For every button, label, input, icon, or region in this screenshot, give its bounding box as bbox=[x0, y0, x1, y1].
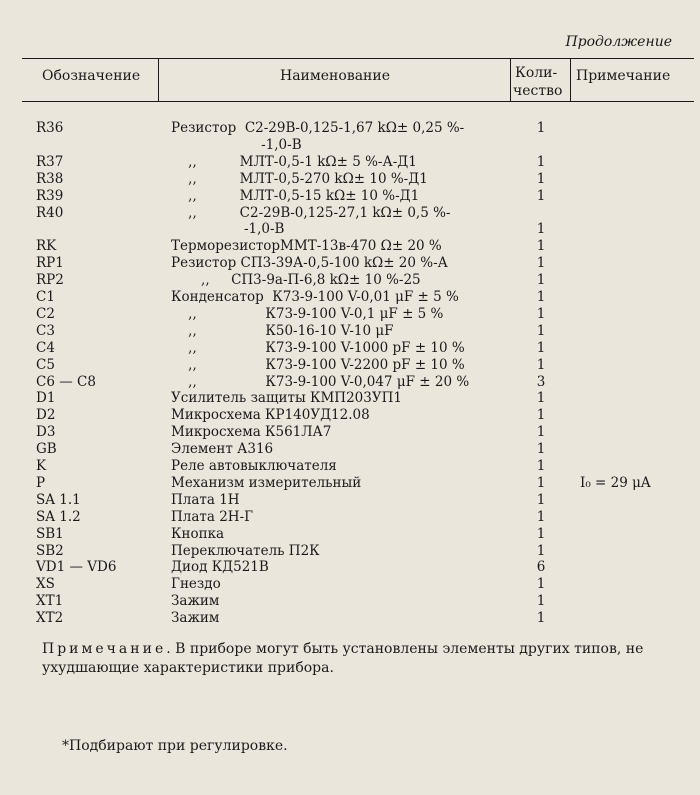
note-text: . В приборе могут быть установлены элементы других типов, не ухудшающие характеристики прибора. bbox=[42, 641, 644, 676]
row-name: ,, СП3-9а-П-6,8 kΩ± 10 %-25 bbox=[171, 272, 421, 289]
header-designation: Обозначение bbox=[42, 68, 141, 84]
row-name: Механизм измерительный bbox=[171, 474, 362, 491]
row-quantity: 1 bbox=[536, 424, 546, 441]
note-label: Примечание bbox=[42, 641, 167, 657]
table-row bbox=[0, 171, 700, 187]
row-designation: P bbox=[36, 474, 46, 491]
row-quantity: 1 bbox=[536, 356, 546, 373]
row-quantity: 1 bbox=[536, 491, 546, 508]
row-designation: R38 bbox=[36, 170, 64, 187]
row-quantity: 1 bbox=[536, 339, 546, 356]
row-name: ,, К73-9-100 V-1000 pF ± 10 % bbox=[171, 339, 465, 356]
row-quantity: 1 bbox=[536, 255, 546, 272]
row-designation: RK bbox=[36, 238, 57, 255]
row-quantity: 1 bbox=[536, 525, 546, 542]
table-row bbox=[0, 289, 700, 305]
row-designation: R37 bbox=[36, 153, 64, 170]
row-quantity: 3 bbox=[536, 373, 546, 390]
header-note: Примечание bbox=[576, 68, 671, 84]
table-top-rule bbox=[22, 58, 694, 59]
row-quantity: 6 bbox=[536, 559, 546, 576]
row-name: Зажим bbox=[171, 593, 220, 610]
table-row bbox=[0, 137, 700, 153]
row-quantity: 1 bbox=[536, 593, 546, 610]
table-row bbox=[0, 492, 700, 508]
row-quantity: 1 bbox=[536, 441, 546, 458]
row-designation: R36 bbox=[36, 120, 64, 136]
row-designation: SA 1.1 bbox=[36, 491, 81, 508]
row-quantity: 1 bbox=[536, 187, 546, 204]
table-row bbox=[0, 559, 700, 575]
row-quantity: 1 bbox=[536, 120, 546, 136]
row-name: -1,0-В bbox=[171, 136, 302, 153]
row-name: ,, МЛТ-0,5-15 kΩ± 10 %-Д1 bbox=[171, 187, 420, 204]
row-designation: R40 bbox=[36, 204, 64, 221]
table-row bbox=[0, 509, 700, 525]
row-designation: C5 bbox=[36, 356, 55, 373]
row-name: ,, К73-9-100 V-0,047 μF ± 20 % bbox=[171, 373, 470, 390]
table-row bbox=[0, 458, 700, 474]
row-name: Плата 2Н-Г bbox=[171, 508, 254, 525]
row-name: Плата 1Н bbox=[171, 491, 240, 508]
row-name: ,, К73-9-100 V-2200 pF ± 10 % bbox=[171, 356, 465, 373]
table-row bbox=[0, 340, 700, 356]
table-row bbox=[0, 238, 700, 254]
row-designation: C3 bbox=[36, 322, 55, 339]
row-name: Резистор СП3-39А-0,5-100 kΩ± 20 %-А bbox=[171, 255, 448, 272]
table-row bbox=[0, 424, 700, 440]
table-row bbox=[0, 221, 700, 237]
row-name: Усилитель защиты КМП203УП1 bbox=[171, 390, 402, 407]
row-quantity: 1 bbox=[536, 322, 546, 339]
row-quantity: 1 bbox=[536, 153, 546, 170]
table-row bbox=[0, 390, 700, 406]
row-name: ,, МЛТ-0,5-1 kΩ± 5 %-А-Д1 bbox=[171, 153, 417, 170]
row-name: ,, К50-16-10 V-10 μF bbox=[171, 322, 394, 339]
column-divider bbox=[570, 58, 571, 101]
row-quantity: 1 bbox=[536, 474, 546, 491]
table-row bbox=[0, 306, 700, 322]
row-name: Зажим bbox=[171, 610, 220, 627]
table-row bbox=[0, 357, 700, 373]
row-quantity: 1 bbox=[536, 305, 546, 322]
row-designation: K bbox=[36, 458, 47, 474]
row-designation: XT1 bbox=[36, 593, 64, 610]
table-row bbox=[0, 407, 700, 423]
row-name: ,, С2-29В-0,125-27,1 kΩ± 0,5 %- bbox=[171, 204, 451, 221]
table-row bbox=[0, 593, 700, 609]
table-row bbox=[0, 272, 700, 288]
row-designation: RP1 bbox=[36, 255, 64, 272]
row-name: Реле автовыключателя bbox=[171, 458, 337, 474]
row-quantity: 1 bbox=[536, 272, 546, 289]
row-note: I₀ = 29 μA bbox=[580, 474, 651, 491]
column-divider bbox=[158, 58, 159, 101]
row-designation: C4 bbox=[36, 339, 55, 356]
row-name: Конденсатор К73-9-100 V-0,01 μF ± 5 % bbox=[171, 289, 459, 305]
table-row bbox=[0, 154, 700, 170]
row-quantity: 1 bbox=[536, 610, 546, 627]
footnote: *Подбирают при регулировке. bbox=[62, 738, 288, 754]
header-quantity-line2: чество bbox=[513, 83, 563, 99]
row-quantity: 1 bbox=[536, 390, 546, 407]
row-quantity: 1 bbox=[536, 508, 546, 525]
table-row bbox=[0, 255, 700, 271]
row-name: Резистор С2-29В-0,125-1,67 kΩ± 0,25 %- bbox=[171, 120, 465, 136]
row-designation: C2 bbox=[36, 305, 55, 322]
row-name: ,, К73-9-100 V-0,1 μF ± 5 % bbox=[171, 305, 444, 322]
row-name: ТерморезисторММТ-13в-470 Ω± 20 % bbox=[171, 238, 442, 255]
row-designation: XS bbox=[36, 576, 55, 593]
table-row bbox=[0, 610, 700, 626]
row-quantity: 1 bbox=[536, 542, 546, 559]
row-quantity: 1 bbox=[536, 289, 546, 305]
row-name: Элемент А316 bbox=[171, 441, 274, 458]
row-designation: C6 — C8 bbox=[36, 373, 96, 390]
row-quantity: 1 bbox=[536, 221, 546, 238]
table-row bbox=[0, 323, 700, 339]
row-designation: D3 bbox=[36, 424, 56, 441]
row-designation: GB bbox=[36, 441, 57, 458]
table-row bbox=[0, 475, 700, 491]
column-divider bbox=[510, 58, 511, 101]
row-name: Кнопка bbox=[171, 525, 225, 542]
header-name: Наименование bbox=[280, 68, 390, 84]
row-designation: SB1 bbox=[36, 525, 64, 542]
row-name: Диод КД521В bbox=[171, 559, 269, 576]
row-name: Переключатель П2К bbox=[171, 542, 320, 559]
note-paragraph bbox=[42, 640, 692, 678]
table-row bbox=[0, 205, 700, 221]
row-quantity: 1 bbox=[536, 170, 546, 187]
row-name: -1,0-В bbox=[171, 221, 285, 238]
row-name: Микросхема КР140УД12.08 bbox=[171, 407, 370, 424]
table-row bbox=[0, 576, 700, 592]
row-designation: C1 bbox=[36, 289, 55, 305]
row-name: Гнездо bbox=[171, 576, 221, 593]
table-row bbox=[0, 120, 700, 136]
row-designation: SA 1.2 bbox=[36, 508, 81, 525]
row-designation: RP2 bbox=[36, 272, 64, 289]
row-designation: D1 bbox=[36, 390, 56, 407]
continuation-label: Продолжение bbox=[565, 34, 672, 50]
table-row bbox=[0, 543, 700, 559]
header-quantity-line1: Коли- bbox=[515, 65, 558, 81]
row-name: Микросхема К561ЛА7 bbox=[171, 424, 332, 441]
row-designation: D2 bbox=[36, 407, 56, 424]
row-designation: VD1 — VD6 bbox=[36, 559, 117, 576]
row-quantity: 1 bbox=[536, 238, 546, 255]
row-quantity: 1 bbox=[536, 458, 546, 474]
table-row bbox=[0, 526, 700, 542]
table-row bbox=[0, 188, 700, 204]
row-name: ,, МЛТ-0,5-270 kΩ± 10 %-Д1 bbox=[171, 170, 428, 187]
row-quantity: 1 bbox=[536, 576, 546, 593]
table-row bbox=[0, 441, 700, 457]
table-header-rule bbox=[22, 101, 694, 102]
row-designation: XT2 bbox=[36, 610, 64, 627]
row-designation: R39 bbox=[36, 187, 64, 204]
row-quantity: 1 bbox=[536, 407, 546, 424]
row-designation: SB2 bbox=[36, 542, 64, 559]
table-row bbox=[0, 374, 700, 390]
